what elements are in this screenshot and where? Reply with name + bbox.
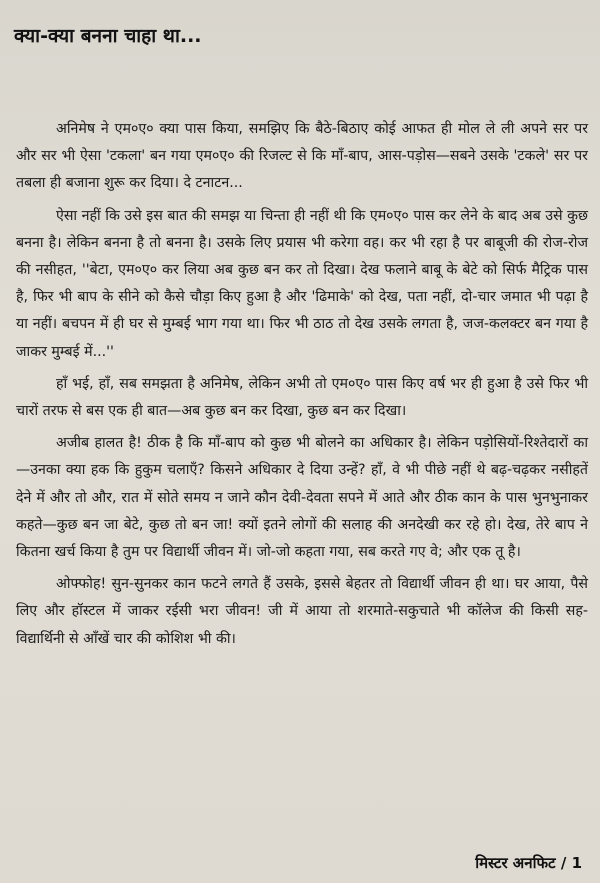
page-footer — [475, 853, 582, 873]
paragraph-1: अनिमेष ने एम०ए० क्या पास किया, समझिए कि बैठे-बिठाए कोई आफत ही मोल ले ली अपने सर पर और सर भी ऐसा 'टकला' बन गया एम०ए० की रिजल्ट से कि माँ-बाप, आस-पड़ोस—सबने उसके 'टकले' सर पर तबला ही बजाना शुरू कर दिया। दे टनाटन... — [16, 121, 588, 192]
paragraph-2: ऐसा नहीं कि उसे इस बात की समझ या चिन्ता ही नहीं थी कि एम०ए० पास कर लेने के बाद अब उसे कुछ बनना है। लेकिन बनना है तो बनना है। उसके लिए प्रयास भी करेगा वह। कर भी रहा है पर बाबूजी की रोज-रोज की नसीहत, ''बेटा, एम०ए० कर लिया अब कुछ बन कर तो दिखा। देख फलाने बाबू के बेटे को सिर्फ मैट्रिक पास है, फिर भी बाप के सीने को कैसे चौड़ा किए हुआ है और 'ढिमाके' को देख, पता नहीं, दो-चार जमात भी पढ़ा है या नहीं। बचपन में ही घर से मुम्बई भाग गया था। फिर भी ठाठ तो देख उसके लगता है, जज-कलक्टर बन गया है जाकर मुम्बई में...'' — [16, 207, 588, 360]
paragraph-3: हाँ भई, हाँ, सब समझता है अनिमेष, लेकिन अभी तो एम०ए० पास किए वर्ष भर ही हुआ है उसे फिर भी चारों तरफ से बस एक ही बात—अब कुछ बन कर दिखा, कुछ बन कर दिखा। — [16, 375, 588, 420]
paragraph-4: अजीब हालत है! ठीक है कि माँ-बाप को कुछ भी बोलने का अधिकार है। लेकिन पड़ोसियों-रिश्तेदारों का—उनका क्या हक कि हुकुम चलाएँ? किसने अधिकार दे दिया उन्हें? हाँ, वे भी पीछे नहीं थे बढ़-चढ़कर नसीहतें देने में और तो और, रात में सोते समय न जाने कौन देवी-देवता सपने में आते और ठीक कान के पास भुनभुनाकर कहते—कुछ बन जा बेटे, कुछ तो बन जा! क्यों इतने लोगों की सलाह की अनदेखी कर रहे हो। देख, तेरे बाप ने कितना खर्च किया है तुम पर विद्यार्थी जीवन में। जो-जो कहता गया, सब करते गए वे; और एक तू है। — [16, 435, 588, 561]
chapter-title: क्या-क्या बनना चाहा था... — [14, 25, 202, 47]
paragraph-5: ओफ्फोह! सुन-सुनकर कान फटने लगते हैं उसके, इससे बेहतर तो विद्यार्थी जीवन ही था। घर आया, पैसे लिए और हॉस्टल में जाकर रईसी भरा जीवन! जी में आया तो शरमाते-सकुचाते भी कॉलेज की किसी सह-विद्यार्थिनी से आँखें चार की कोशिश भी की। — [16, 576, 588, 647]
page-number: 1 — [571, 854, 582, 872]
body-text — [16, 116, 588, 653]
footer-separator: / — [560, 854, 567, 872]
book-title: मिस्टर अनफिट — [475, 854, 556, 872]
